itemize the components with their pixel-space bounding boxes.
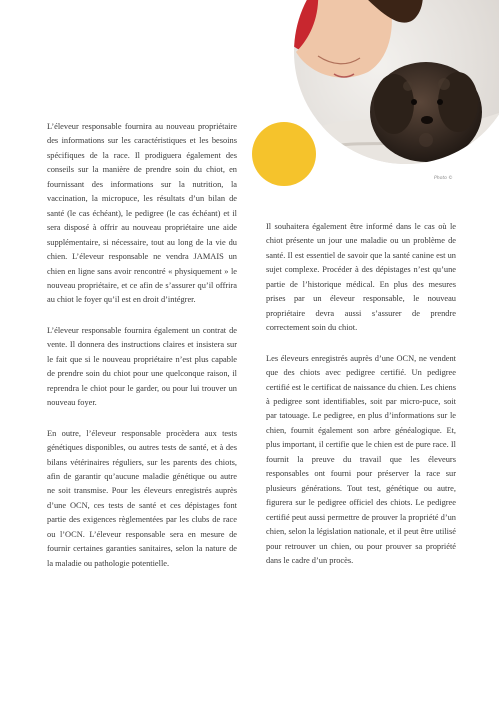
paragraph-certified-pedigree: Les éleveurs enregistrés auprès d’une OCN, ne vendent que des chiots avec pedigree certifié. Un pedigree certifié est le certificat de naissance du chien. Les chiens à pedigree sont identifiables, soit par micro-puce, soit par tatouage. Le pedigree, en plus d’informations sur le chien, fournit également son arbre généalogique. Et, plus important, il certifie que le chien est de pure race. Il fournit la preuve du travail que les éleveurs responsables ont fourni pour préserver la race sur plusieurs générations. Tout test, génétique ou autre, figurera sur le pedigree officiel des chiots. Le pedigree certifié peut aussi permettre de prouver la propriété d’un chien, selon la législation nationale, et il peut être utilisé pour retrouver un chien, ou pour prouver sa propriété dans le cadre d’un procès. [266, 353, 456, 565]
photo-credit: Photo © [434, 176, 453, 181]
paragraph-genetic-tests: En outre, l’éleveur responsable procèdera aux tests génétiques disponibles, ou autres tests de santé, et à des bilans vétérinaires réguliers, sur les parents des chiots, afin de garantir qu’aucune maladie génétique ou autre ne soit transmise. Pour les éleveurs enregistrés auprès d’une OCN, ces tests de santé et ces dépistages font partie des exigences règlementées par les clubs de race ou l’OCN. L’éleveur responsable sera en mesure de fournir certaines garanties sanitaires, selon la nature de la maladie ou pathologie potentielle. [47, 428, 237, 568]
paragraph-sales-contract: L’éleveur responsable fournira également un contrat de vente. Il donnera des instructions claires et insistera sur le fait que si le nouveau propriétaire n’est plus capable de prendre soin du chiot pour une quelconque raison, il reprendra le chiot pour le garder, ou pour lui trouver un nouveau foyer. [47, 325, 237, 408]
left-text-column [47, 120, 237, 587]
paragraph-health-follow-up: Il souhaitera également être informé dans le cas où le chiot présente un jour une maladie ou un problème de santé. Il est essentiel de savoir que la santé canine est un sujet complexe. Procéder à des dépistages n’est qu’une partie de l’historique médical. En plus des mesures prises par un éleveur responsable, le nouveau propriétaire devra aussi s’assurer de prendre correctement soin du chiot. [266, 222, 456, 333]
decorative-yellow-circle [252, 122, 316, 186]
right-text-column [266, 220, 456, 584]
paragraph-breeder-information: L’éleveur responsable fournira au nouveau propriétaire des informations sur les caractéristiques et les besoins spécifiques de la race. Il prodiguera également des conseils sur la manière de prendre soin du chiot, en fournissant des informations sur la nutrition, la vaccination, la micropuce, les résultats d’un bilan de santé (le cas échéant), le pedigree (le cas échéant) et il sera disposé à offrir au nouveau propriétaire une aide supplémentaire, si nécessaire, tout au long de la vie du chien. L’éleveur responsable ne vendra JAMAIS un chien en ligne sans avoir rencontré « physiquement » le nouveau propriétaire, et ce afin de s’assurer qu’il offrira au chiot le foyer qu’il est en droit d’intégrer. [47, 122, 237, 305]
